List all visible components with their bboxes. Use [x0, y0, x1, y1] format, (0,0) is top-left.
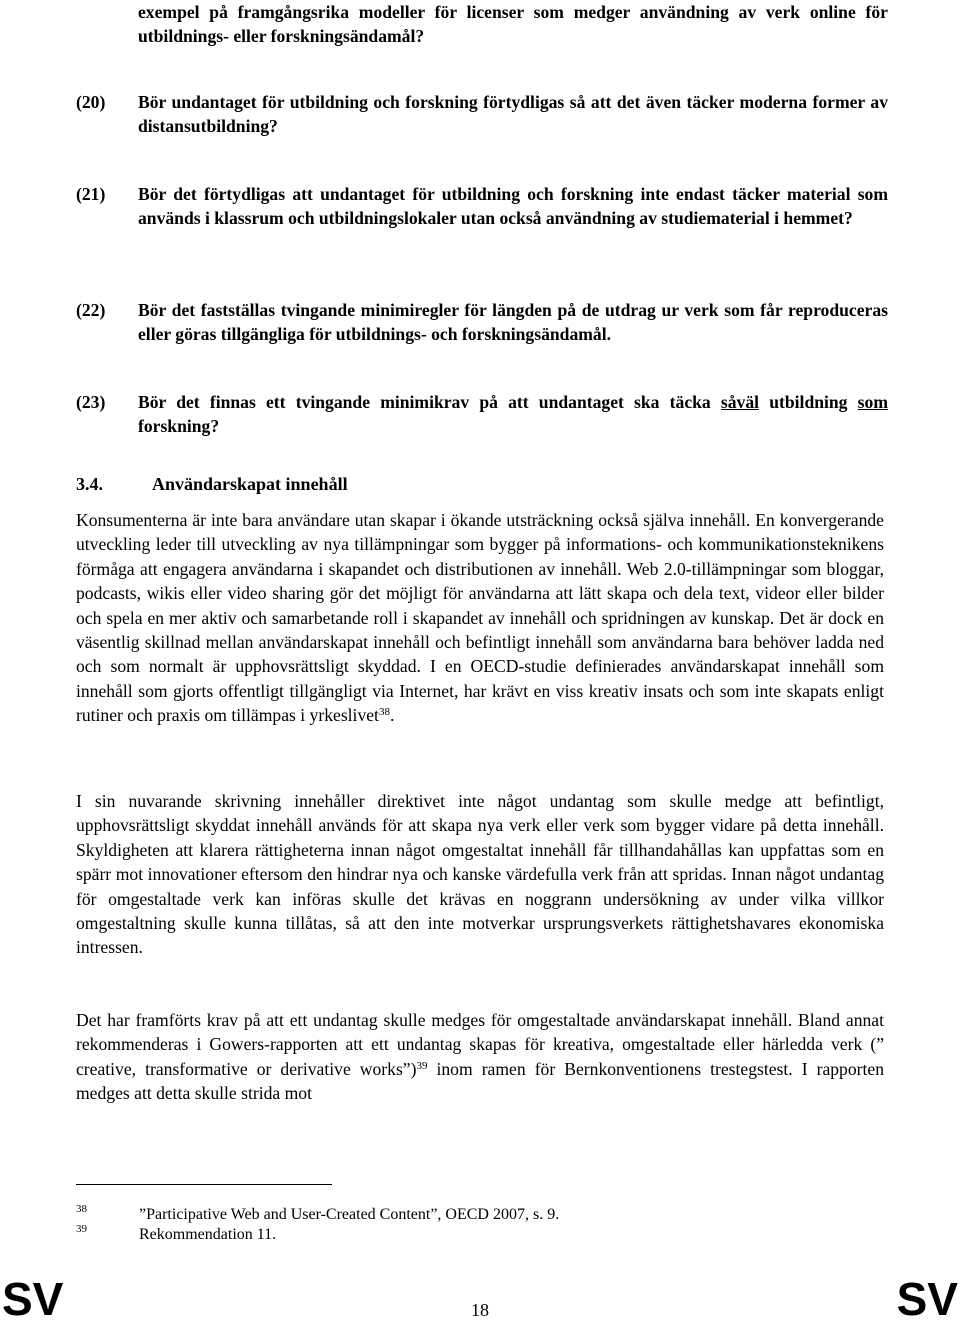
question-text [138, 390, 888, 438]
section-title: Användarskapat innehåll [152, 474, 348, 494]
question-number: (23) [76, 392, 106, 412]
question-text: exempel på framgångsrika modeller för licenser som medger användning av verk online för utbildnings- eller forskningsändamål? [138, 2, 888, 46]
question-number: (20) [76, 92, 106, 112]
footnote-text: ”Participative Web and User-Created Content”, OECD 2007, s. 9. [139, 1206, 560, 1223]
question-text: Bör det förtydligas att undantaget för utbildning och forskning inte endast täcker material som används i klassrum och utbildningslokaler utan också användning av studiematerial i hemmet? [138, 184, 888, 228]
paragraph-text: Det har framförts krav på att ett undantag skulle medges för omgestaltade användarskapat innehåll. Bland annat rekommenderas i Gowers-rapporten att ett undantag skapas för kreativa, omgestaltade eller härledda verk (” creative, transformative or derivative works”) [76, 1010, 884, 1079]
footnote-number: 39 [76, 1223, 87, 1235]
body-paragraph [76, 1008, 884, 1106]
paragraph-tail: inom ramen för Bernkonventionens trestegstest. I rapporten medges att detta skulle strida mot [76, 1058, 885, 1104]
question-text-part: utbildning [769, 392, 858, 412]
footnote-ref: 39 [416, 1059, 428, 1072]
question-text-part: forskning? [138, 416, 220, 436]
question-text: Bör undantaget för utbildning och forskning förtydligas så att det även täcker moderna former av distansutbildning? [138, 92, 888, 136]
paragraph-tail: . [389, 705, 395, 726]
footnote-number: 38 [76, 1203, 87, 1215]
language-code-left: SV [2, 1273, 64, 1325]
underlined-word: såväl [720, 392, 760, 412]
underlined-word: som [857, 392, 888, 412]
body-paragraph: I sin nuvarande skrivning innehåller direktivet inte något undantag som skulle medge att befintligt, upphovsrättsligt skyddat innehåll används för att skapa nya verk eller verk som bygger vidare på detta innehåll. Skyldigheten att klarera rättigheterna innan något omgestaltat innehåll får tillhandahållas kan uppfattas som en spärr mot innovationer eftersom den hindrar nya och kanske värdefulla verk från att spridas. Innan något undantag för omgestaltade verk kan införas skulle det krävas en noggrann undersökning av under vilka villkor omgestaltning skulle kunna tillåtas, så att den inte motverkar ursprungsverkets rättighetshavares ekonomiska intressen. [76, 791, 884, 958]
question-number: (21) [76, 184, 106, 204]
question-number: (22) [76, 300, 106, 320]
language-code-right: SV [896, 1273, 958, 1325]
paragraph-text: Konsumenterna är inte bara användare utan skapar i ökande utsträckning också själva innehåll. En konvergerande utveckling leder till utveckling av nya tillämpningar som bygger på informations- och kommunikationsteknikens förmåga att engagera användarna i skapandet och distributionen av innehåll. Web 2.0-tillämpningar som bloggar, podcasts, wikis eller video sharing gör det möjligt för användarna att lätt skapa och dela text, videor eller bilder och spela en mer aktiv och samarbetande roll i skapandet av innehåll och spridningen av kunskap. Det är dock en väsentlig skillnad mellan användarskapat innehåll och befintligt innehåll som användarna bara behöver ladda ned och som normalt är upphovsrättsligt skyddad. I en OECD-studie definierades användarskapat innehåll som innehåll som gjorts offentligt tillgängligt via Internet, har krävt en viss kreativ insats och som inte skapats enligt rutiner och praxis om tillämpas i yrkeslivet [76, 510, 884, 726]
question-text: Bör det fastställas tvingande minimiregler för längden på de utdrag ur verk som får reproduceras eller göras tillgängliga för utbildnings- och forskningsändamål. [138, 300, 888, 344]
body-paragraph [76, 508, 884, 728]
page-number: 18 [471, 1300, 489, 1320]
question-text-part: Bör det finnas ett tvingande minimikrav på att undantaget ska täcka [138, 392, 721, 412]
footnote-text: Rekommendation 11. [139, 1226, 277, 1243]
footnote-ref: 38 [378, 706, 390, 719]
footnote-separator [76, 1184, 332, 1185]
section-number: 3.4. [76, 474, 103, 494]
